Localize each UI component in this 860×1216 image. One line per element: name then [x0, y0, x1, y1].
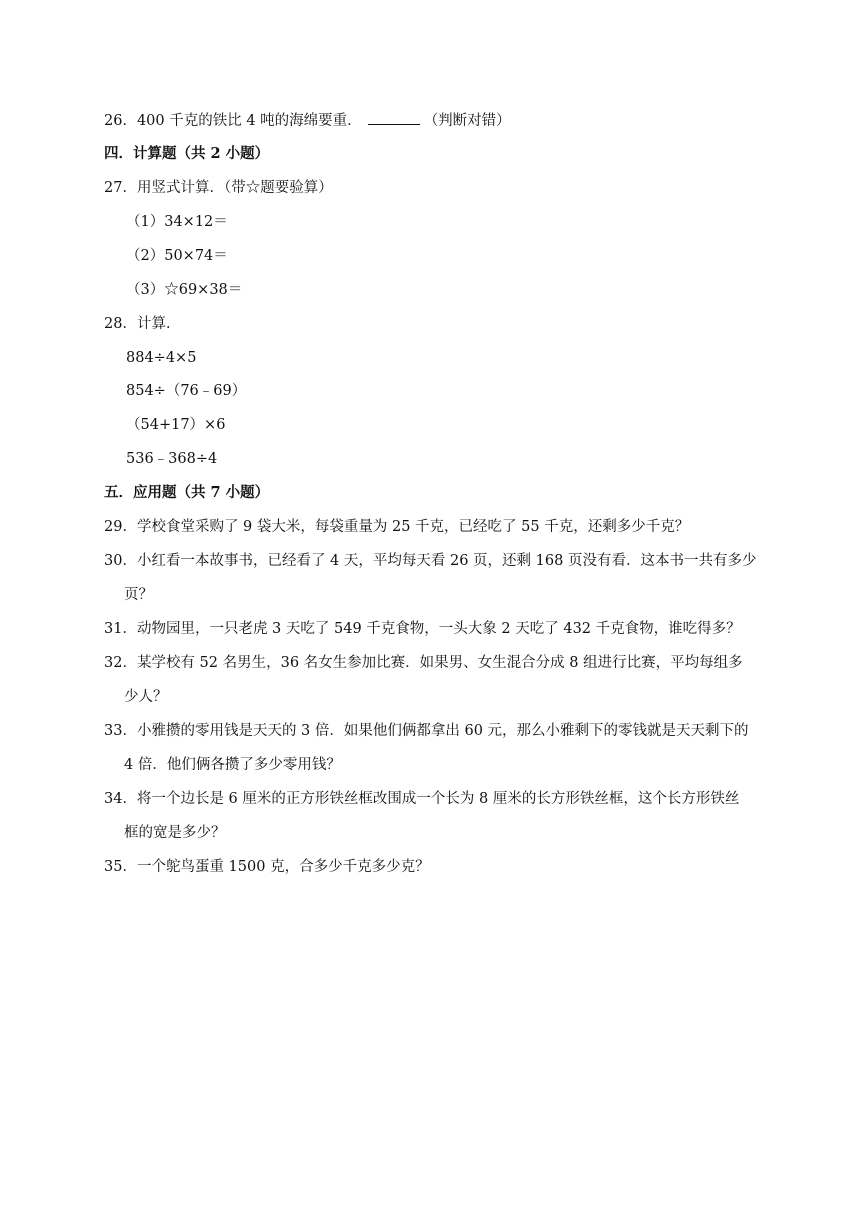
question-28-title: 28．计算．: [104, 316, 181, 332]
question-32-line-2: 少人？: [124, 689, 168, 705]
question-26-text: 26．400 千克的铁比 4 吨的海绵要重．: [104, 113, 362, 129]
question-33-line-1: 33．小雅攒的零用钱是天天的 3 倍．如果他们俩都拿出 60 元，那么小雅剩下的零钱就是天天剩下的: [104, 723, 749, 739]
question-33-line-2: 4 倍．他们俩各攒了多少零用钱？: [124, 757, 341, 773]
question-35: 35．一个鸵鸟蛋重 1500 克，合多少千克多少克？: [104, 859, 430, 875]
question-31: 31．动物园里，一只老虎 3 天吃了 549 千克食物，一头大象 2 天吃了 432 千克食物，谁吃得多？: [104, 621, 741, 637]
question-28-item-2: 854÷（76﹣69）: [126, 383, 247, 399]
question-27-item-2: （2）50×74＝: [126, 248, 228, 264]
question-28-item-4: 536﹣368÷4: [126, 451, 218, 467]
section-4-heading: 四．计算题（共 2 小题）: [104, 145, 270, 162]
question-26-instruction: （判断对错）: [423, 113, 511, 129]
question-30-line-2: 页？: [124, 587, 153, 603]
answer-blank[interactable]: [368, 110, 420, 125]
question-27-title: 27．用竖式计算．（带☆题要验算）: [104, 180, 333, 196]
question-34-line-2: 框的宽是多少？: [124, 825, 226, 841]
question-34-line-1: 34．将一个边长是 6 厘米的正方形铁丝框改围成一个长为 8 厘米的长方形铁丝框，这个长方形铁丝: [104, 791, 740, 807]
question-26: [104, 110, 511, 131]
question-28-item-3: （54+17）×6: [126, 417, 226, 433]
question-32-line-1: 32．某学校有 52 名男生，36 名女生参加比赛．如果男、女生混合分成 8 组进行比赛，平均每组多: [104, 655, 743, 671]
section-5-heading: 五．应用题（共 7 小题）: [104, 484, 270, 501]
question-29: 29．学校食堂采购了 9 袋大米，每袋重量为 25 千克，已经吃了 55 千克，还剩多少千克？: [104, 519, 690, 535]
question-30-line-1: 30．小红看一本故事书，已经看了 4 天，平均每天看 26 页，还剩 168 页没有看．这本书一共有多少: [104, 553, 757, 569]
question-28-item-1: 884÷4×5: [126, 350, 197, 366]
question-27-item-1: （1）34×12＝: [126, 214, 228, 230]
question-27-item-3: （3）☆69×38＝: [126, 282, 243, 298]
